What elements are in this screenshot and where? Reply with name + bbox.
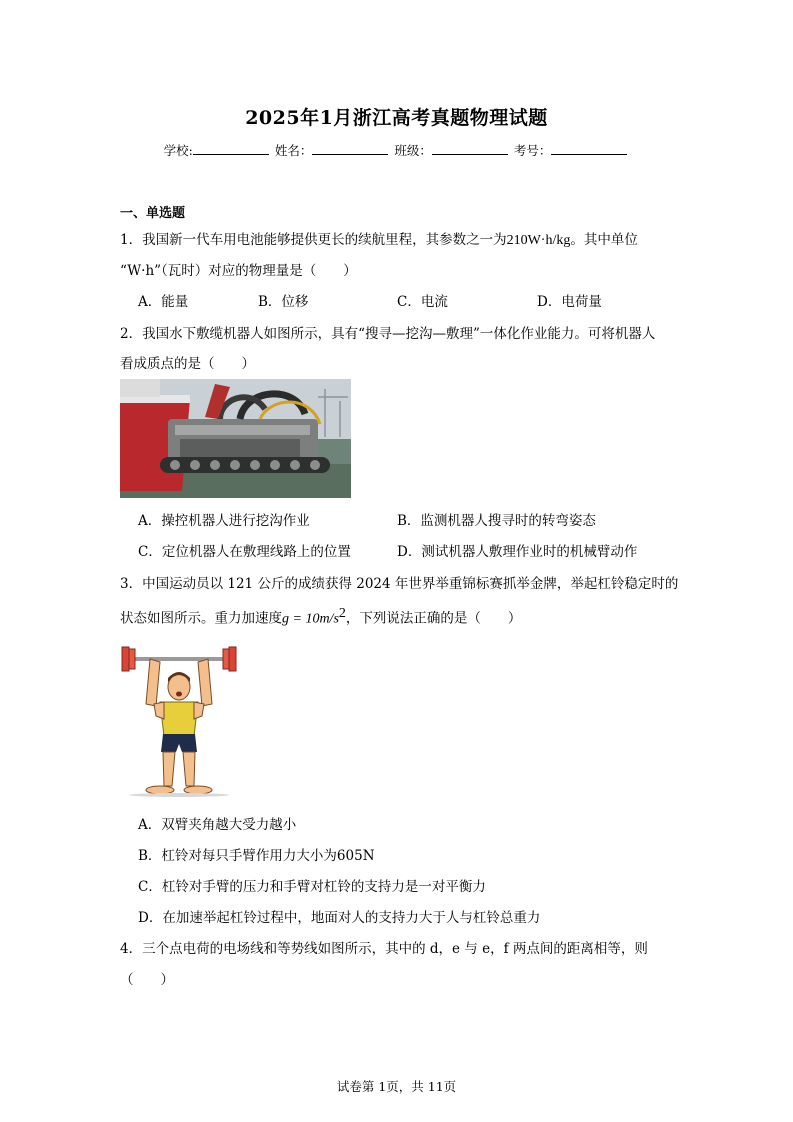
weightlifter-figure: [120, 644, 238, 799]
school-blank: [193, 143, 269, 155]
q1-option-b: B．位移: [258, 294, 309, 310]
page-title: 2025年1月浙江高考真题物理试题: [245, 107, 548, 129]
section-heading: 一、单选题: [120, 206, 186, 221]
page-footer: 试卷第 1页，共 11页: [336, 1079, 457, 1094]
q4-line2: （ ）: [120, 972, 174, 988]
q1-option-d: D．电荷量: [537, 294, 602, 310]
school-label: 学校:: [163, 143, 193, 158]
weightlifter-illustration: [120, 644, 238, 799]
q1-option-c: C．电流: [397, 294, 448, 310]
class-blank: [432, 143, 508, 155]
class-label: 班级：: [394, 143, 432, 158]
q3-option-d: D．在加速举起杠铃过程中，地面对人的支持力大于人与杠铃总重力: [138, 910, 541, 926]
q3-option-c: C．杠铃对手臂的压力和手臂对杠铃的支持力是一对平衡力: [138, 879, 486, 895]
q3-option-a: A．双臂夹角越大受力越小: [138, 817, 297, 833]
q4-line1: 4．三个点电荷的电场线和等势线如图所示，其中的 d，e 与 e，f 两点间的距离相等，则: [120, 941, 648, 957]
student-info-line: [0, 141, 793, 159]
name-label: 姓名：: [274, 143, 313, 158]
q2-option-a: A．操控机器人进行挖沟作业: [138, 513, 310, 529]
q3-text: 状态如图所示。重力加速度: [120, 610, 282, 627]
q2-option-c: C．定位机器人在敷理线路上的位置: [138, 544, 351, 560]
q1-option-a: A．能量: [138, 294, 189, 310]
q2-option-d: D．测试机器人敷理作业时的机械臂动作: [397, 544, 638, 560]
q3-line1: 3．中国运动员以 121 公斤的成绩获得 2024 年世界举重锦标赛抓举金牌，举起杠铃稳定时的: [120, 576, 679, 592]
q1-text: 1．我国新一代车用电池能够提供更长的续航里程，其参数之一为: [120, 232, 507, 248]
q1-text-tail: 。其中单位: [570, 232, 638, 248]
q1-formula: 210W·h/kg: [506, 233, 571, 248]
q3-formula: g = 10m/s: [282, 611, 339, 627]
robot-illustration: [120, 379, 351, 498]
robot-photo: [120, 379, 351, 498]
q1-line2: “W·h”（瓦时）对应的物理量是（ ）: [120, 263, 357, 279]
q3-formula-exponent: 2: [338, 606, 346, 621]
exam-number-blank: [551, 143, 627, 155]
q3-text-tail: ，下列说法正确的是（ ）: [345, 610, 522, 627]
q3-line2: [120, 606, 521, 628]
q2-line2: 看成质点的是（ ）: [120, 356, 255, 372]
q1-line1: [120, 228, 638, 249]
name-blank: [312, 143, 388, 155]
q3-option-b: B．杠铃对每只手臂作用力大小为605N: [138, 848, 375, 864]
exam-number-label: 考号：: [513, 143, 552, 158]
q2-line1: 2．我国水下敷缆机器人如图所示，具有“搜寻—挖沟—敷理”一体化作业能力。可将机器人: [120, 326, 656, 342]
q2-option-b: B．监测机器人搜寻时的转弯姿态: [397, 513, 596, 529]
